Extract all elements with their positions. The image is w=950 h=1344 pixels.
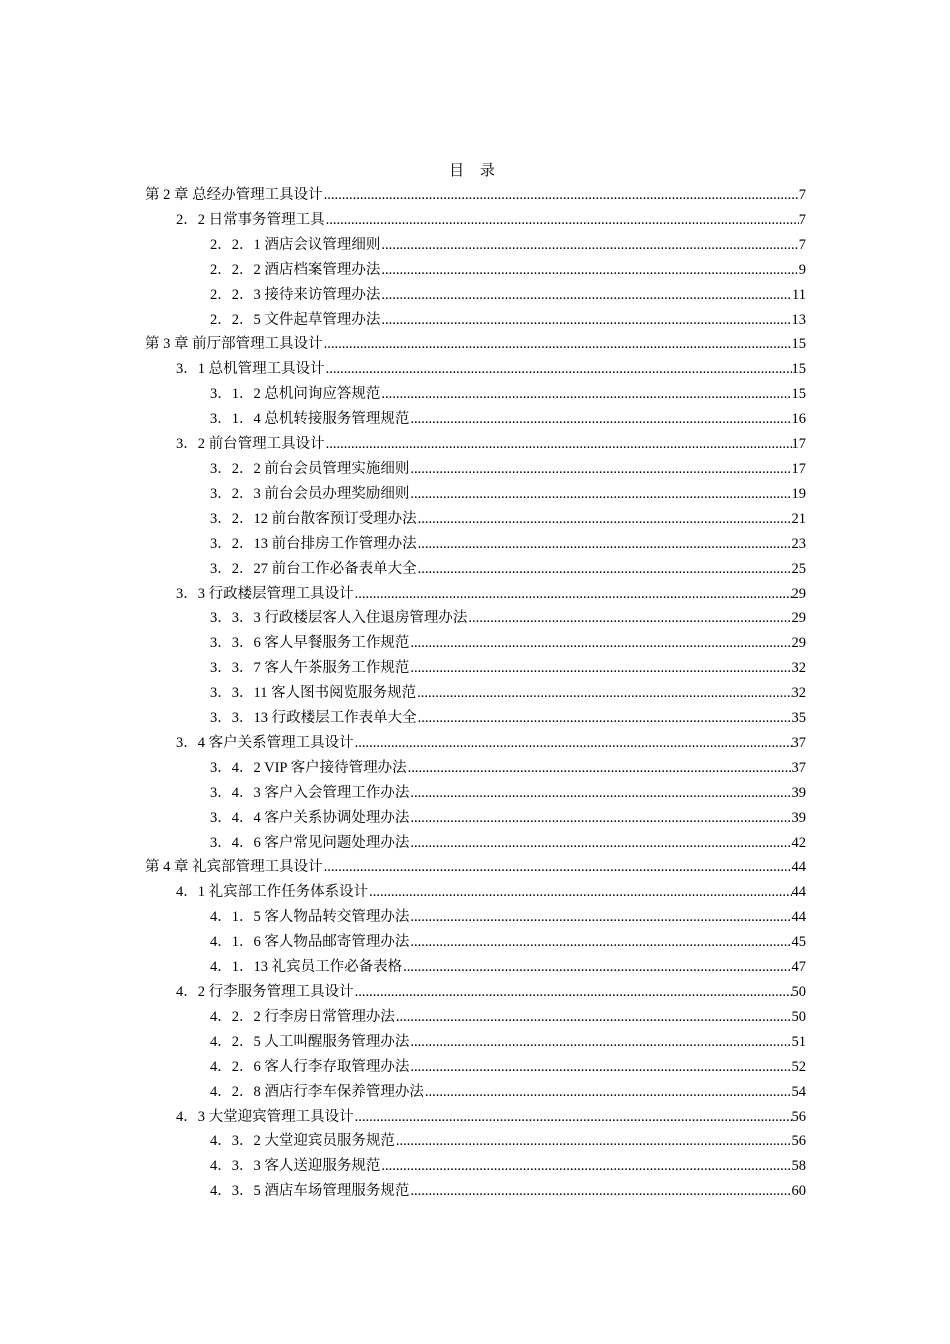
toc-entry-label: 3．3．6 客人早餐服务工作规范 — [210, 635, 410, 652]
toc-entry-label: 4．3．3 客人送迎服务规范 — [210, 1158, 381, 1175]
toc-dot-leader — [324, 332, 792, 357]
toc-dot-leader — [381, 1154, 791, 1179]
toc-page-number: 50 — [791, 984, 806, 1000]
toc-entry-label: 4．1．13 礼宾员工作必备表格 — [210, 959, 403, 976]
toc-subsection-entry[interactable] — [145, 1154, 806, 1179]
toc-page-number: 45 — [791, 934, 806, 951]
toc-page-number: 32 — [791, 660, 806, 677]
toc-entry-label: 4．3 大堂迎宾管理工具设计 — [176, 1108, 354, 1125]
toc-subsection-entry[interactable] — [145, 1030, 806, 1055]
toc-chapter-entry[interactable] — [145, 855, 806, 880]
toc-page-number: 56 — [791, 1133, 806, 1150]
toc-subsection-entry[interactable] — [145, 407, 806, 432]
toc-dot-leader — [408, 756, 792, 781]
toc-entry-label: 4．1．5 客人物品转交管理办法 — [210, 909, 410, 926]
toc-page-number: 39 — [791, 784, 806, 801]
toc-subsection-entry[interactable] — [145, 308, 806, 333]
toc-dot-leader — [417, 681, 791, 706]
toc-entry-label: 3．3．7 客人午茶服务工作规范 — [210, 660, 410, 677]
toc-dot-leader — [381, 283, 792, 308]
toc-section-entry[interactable] — [145, 880, 806, 905]
toc-dot-leader — [403, 955, 791, 980]
toc-entry-label: 4．2．8 酒店行李车保养管理办法 — [210, 1083, 424, 1100]
toc-dot-leader — [381, 233, 798, 258]
toc-entry-label: 3．1 总机管理工具设计 — [176, 361, 325, 378]
toc-entry-label: 4．2 行李服务管理工具设计 — [176, 984, 354, 1000]
toc-entry-label: 第 3 章 前厅部管理工具设计 — [145, 336, 323, 353]
toc-page-number: 37 — [791, 734, 806, 751]
toc-entry-label: 3．4．2 VIP 客户接待管理办法 — [210, 759, 407, 776]
toc-page-number: 16 — [791, 411, 806, 428]
toc-dot-leader — [410, 1179, 791, 1204]
toc-entry-label: 3．3．3 行政楼层客人入住退房管理办法 — [210, 610, 468, 627]
toc-dot-leader — [324, 183, 799, 208]
toc-dot-leader — [418, 532, 792, 557]
toc-subsection-entry[interactable] — [145, 1055, 806, 1080]
toc-dot-leader — [418, 557, 792, 582]
toc-dot-leader — [410, 1030, 791, 1055]
toc-subsection-entry[interactable] — [145, 930, 806, 955]
toc-page-number: 29 — [791, 610, 806, 627]
toc-page-number: 29 — [791, 585, 806, 602]
toc-subsection-entry[interactable] — [145, 1129, 806, 1154]
toc-entry-label: 第 2 章 总经办管理工具设计 — [145, 187, 323, 203]
toc-chapter-entry[interactable] — [145, 183, 806, 208]
toc-dot-leader — [410, 407, 791, 432]
toc-page-number: 15 — [791, 386, 806, 403]
toc-page-number: 47 — [791, 959, 806, 976]
toc-section-entry[interactable] — [145, 582, 806, 607]
toc-page-number: 7 — [798, 187, 806, 203]
toc-subsection-entry[interactable] — [145, 532, 806, 557]
toc-dot-leader — [410, 656, 791, 681]
toc-section-entry[interactable] — [145, 980, 806, 1005]
toc-page-number: 44 — [791, 884, 806, 901]
toc-dot-leader — [425, 1080, 792, 1105]
toc-page-number: 15 — [791, 361, 806, 378]
toc-dot-leader — [418, 507, 792, 532]
toc-dot-leader — [396, 1129, 792, 1154]
toc-page-number: 56 — [791, 1108, 806, 1125]
toc-subsection-entry[interactable] — [145, 756, 806, 781]
toc-subsection-entry[interactable] — [145, 1080, 806, 1105]
toc-page-number: 17 — [791, 436, 806, 453]
toc-dot-leader — [410, 631, 791, 656]
toc-page-number: 58 — [791, 1158, 806, 1175]
toc-page-number: 21 — [791, 510, 806, 527]
toc-dot-leader — [410, 930, 791, 955]
toc-page-number: 44 — [791, 859, 806, 876]
toc-chapter-entry[interactable] — [145, 332, 806, 357]
toc-section-entry[interactable] — [145, 731, 806, 756]
toc-dot-leader — [410, 781, 791, 806]
toc-subsection-entry[interactable] — [145, 831, 806, 856]
toc-entry-label: 3．2．13 前台排房工作管理办法 — [210, 535, 417, 552]
toc-dot-leader — [381, 382, 791, 407]
toc-entry-label: 4．2．5 人工叫醒服务管理办法 — [210, 1033, 410, 1050]
toc-entry-label: 3．1．4 总机转接服务管理规范 — [210, 411, 410, 428]
toc-page-number: 13 — [791, 311, 806, 328]
toc-subsection-entry[interactable] — [145, 283, 806, 308]
toc-page-number: 37 — [791, 759, 806, 776]
toc-page-number: 19 — [791, 485, 806, 502]
toc-page-number: 50 — [791, 1008, 806, 1025]
toc-page-number: 35 — [791, 710, 806, 727]
toc-subsection-entry[interactable] — [145, 706, 806, 731]
toc-subsection-entry[interactable] — [145, 482, 806, 507]
toc-page-number: 15 — [791, 336, 806, 353]
toc-page-number: 32 — [791, 685, 806, 702]
toc-entry-label: 2．2．3 接待来访管理办法 — [210, 286, 381, 303]
toc-entry-label: 3．2．12 前台散客预订受理办法 — [210, 510, 417, 527]
toc-entry-label: 3．1．2 总机问询应答规范 — [210, 386, 381, 403]
toc-dot-leader — [326, 357, 792, 382]
toc-entry-label: 2．2 日常事务管理工具 — [176, 211, 325, 228]
toc-page-number: 17 — [791, 460, 806, 477]
toc-entry-label: 3．3．13 行政楼层工作表单大全 — [210, 710, 417, 727]
toc-page-number: 25 — [791, 560, 806, 577]
toc-entry-label: 4．2．2 行李房日常管理办法 — [210, 1008, 395, 1025]
toc-page-number: 54 — [791, 1083, 806, 1100]
toc-entry-label: 2．2．5 文件起草管理办法 — [210, 311, 381, 328]
toc-entry-label: 3．4．6 客户常见问题处理办法 — [210, 834, 410, 851]
toc-subsection-entry[interactable] — [145, 1179, 806, 1204]
toc-page-number: 42 — [791, 834, 806, 851]
toc-entry-label: 4．2．6 客人行李存取管理办法 — [210, 1058, 410, 1075]
table-of-contents — [145, 183, 806, 1204]
toc-dot-leader — [355, 582, 792, 607]
toc-entry-label: 3．2．3 前台会员办理奖励细则 — [210, 485, 410, 502]
toc-subsection-entry[interactable] — [145, 233, 806, 258]
toc-section-entry[interactable] — [145, 208, 806, 233]
toc-dot-leader — [355, 731, 792, 756]
toc-page-number: 44 — [791, 909, 806, 926]
toc-dot-leader — [410, 806, 791, 831]
toc-page-number: 11 — [792, 286, 806, 303]
toc-page-number: 7 — [798, 236, 806, 253]
toc-entry-label: 3．3 行政楼层管理工具设计 — [176, 585, 354, 602]
toc-page-number: 52 — [791, 1058, 806, 1075]
toc-entry-label: 3．3．11 客人图书阅览服务规范 — [210, 685, 417, 702]
toc-dot-leader — [324, 855, 792, 880]
toc-subsection-entry[interactable] — [145, 781, 806, 806]
toc-subsection-entry[interactable] — [145, 457, 806, 482]
toc-subsection-entry[interactable] — [145, 806, 806, 831]
toc-page-number: 51 — [791, 1033, 806, 1050]
toc-dot-leader — [396, 1005, 792, 1030]
toc-subsection-entry[interactable] — [145, 382, 806, 407]
toc-dot-leader — [355, 1105, 792, 1130]
toc-dot-leader — [326, 432, 792, 457]
toc-entry-label: 4．3．2 大堂迎宾员服务规范 — [210, 1133, 395, 1150]
toc-subsection-entry[interactable] — [145, 507, 806, 532]
toc-subsection-entry[interactable] — [145, 631, 806, 656]
toc-entry-label: 3．2．2 前台会员管理实施细则 — [210, 460, 410, 477]
toc-subsection-entry[interactable] — [145, 905, 806, 930]
toc-entry-label: 4．1．6 客人物品邮寄管理办法 — [210, 934, 410, 951]
toc-page-number: 39 — [791, 809, 806, 826]
toc-section-entry[interactable] — [145, 357, 806, 382]
toc-dot-leader — [381, 258, 798, 283]
toc-dot-leader — [381, 308, 791, 333]
toc-entry-label: 3．4．3 客户入会管理工作办法 — [210, 784, 410, 801]
toc-subsection-entry[interactable] — [145, 681, 806, 706]
toc-dot-leader — [468, 606, 791, 631]
toc-dot-leader — [418, 706, 792, 731]
toc-subsection-entry[interactable] — [145, 955, 806, 980]
toc-dot-leader — [326, 208, 799, 233]
toc-entry-label: 2．2．1 酒店会议管理细则 — [210, 236, 381, 253]
toc-entry-label: 3．4 客户关系管理工具设计 — [176, 734, 354, 751]
toc-page-number: 9 — [798, 261, 806, 278]
toc-section-entry[interactable] — [145, 432, 806, 457]
toc-page-number: 29 — [791, 635, 806, 652]
toc-subsection-entry[interactable] — [145, 258, 806, 283]
toc-entry-label: 3．4．4 客户关系协调处理办法 — [210, 809, 410, 826]
toc-subsection-entry[interactable] — [145, 656, 806, 681]
toc-entry-label: 4．1 礼宾部工作任务体系设计 — [176, 884, 369, 901]
toc-subsection-entry[interactable] — [145, 606, 806, 631]
toc-title: 目 录 — [449, 163, 501, 179]
toc-page-number: 60 — [791, 1183, 806, 1200]
toc-dot-leader — [410, 457, 791, 482]
toc-dot-leader — [369, 880, 791, 905]
toc-section-entry[interactable] — [145, 1105, 806, 1130]
toc-dot-leader — [410, 1055, 791, 1080]
toc-subsection-entry[interactable] — [145, 557, 806, 582]
toc-page-number: 23 — [791, 535, 806, 552]
toc-page-number: 7 — [798, 211, 806, 228]
toc-entry-label: 3．2．27 前台工作必备表单大全 — [210, 560, 417, 577]
toc-dot-leader — [410, 831, 791, 856]
toc-dot-leader — [410, 482, 791, 507]
toc-entry-label: 第 4 章 礼宾部管理工具设计 — [145, 859, 323, 876]
toc-dot-leader — [410, 905, 791, 930]
toc-entry-label: 4．3．5 酒店车场管理服务规范 — [210, 1183, 410, 1200]
toc-subsection-entry[interactable] — [145, 1005, 806, 1030]
toc-entry-label: 3．2 前台管理工具设计 — [176, 436, 325, 453]
toc-entry-label: 2．2．2 酒店档案管理办法 — [210, 261, 381, 278]
toc-dot-leader — [355, 980, 792, 1005]
